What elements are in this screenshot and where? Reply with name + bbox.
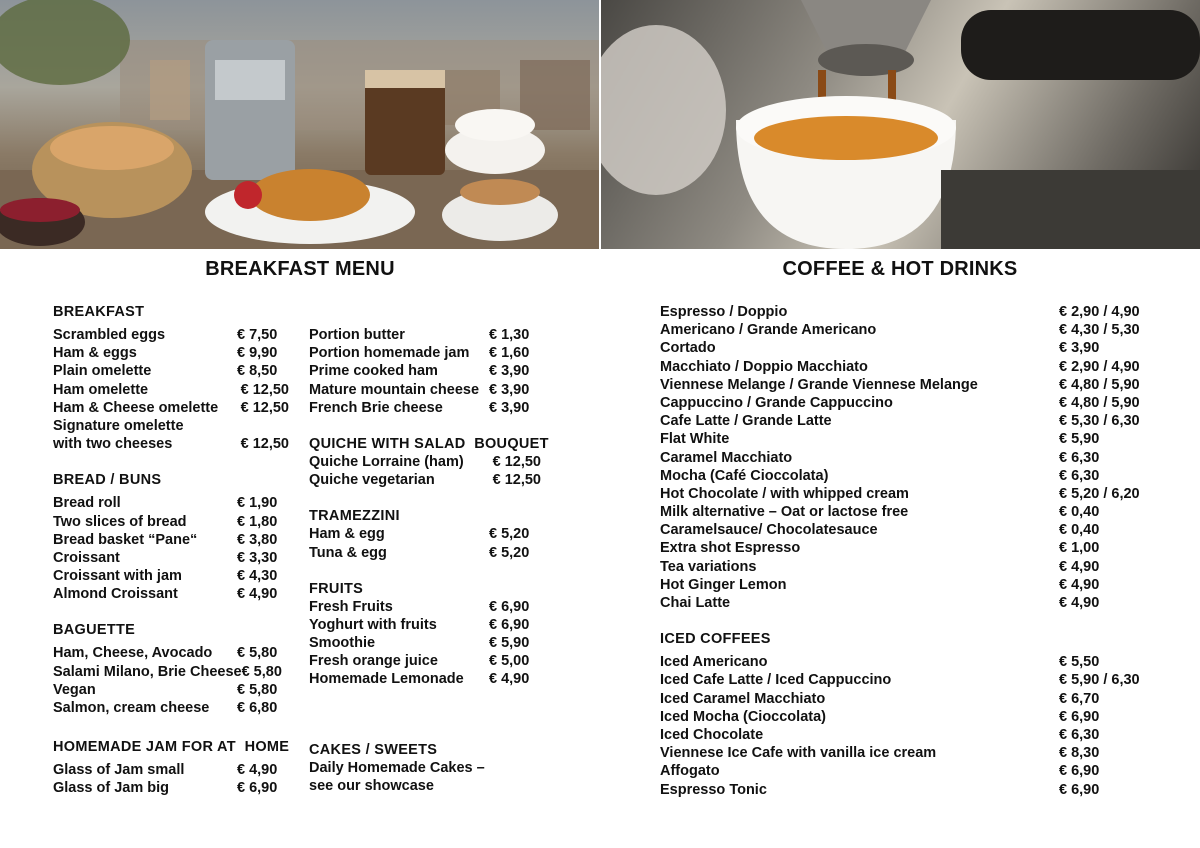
section-heading-iced-coffees: ICED COFFEES xyxy=(660,631,771,648)
item-price: € 4,90 xyxy=(1059,595,1100,611)
menu-item xyxy=(53,513,289,531)
menu-item xyxy=(660,503,1145,521)
section-heading-tramezzini: TRAMEZZINI xyxy=(309,508,400,525)
menu-item xyxy=(53,494,289,512)
item-name: Glass of Jam big xyxy=(53,780,170,797)
menu-item xyxy=(660,412,1145,430)
item-name: Homemade Lemonade xyxy=(309,671,464,688)
item-price: € 2,90 / 4,90 xyxy=(1059,304,1140,320)
item-price: € 5,00 xyxy=(489,653,530,670)
item-name: Hot Chocolate / with whipped cream xyxy=(660,485,909,502)
menu-item xyxy=(660,744,1145,762)
menu-item xyxy=(53,549,289,567)
item-price: € 5,80 xyxy=(241,663,282,680)
item-name: Quiche Lorraine (ham) xyxy=(309,453,464,470)
item-name: Ham & Cheese omelette xyxy=(53,399,219,416)
item-name: Portion butter xyxy=(309,327,405,343)
item-price: € 12,50 xyxy=(240,381,289,398)
menu-item xyxy=(309,652,541,670)
item-price: € 3,90 xyxy=(1059,340,1100,357)
item-price: € 4,90 xyxy=(237,762,278,779)
item-name: Prime cooked ham xyxy=(309,363,438,380)
menu-column-3 xyxy=(660,303,1145,799)
item-price: € 6,30 xyxy=(1059,726,1100,743)
item-name: Iced Chocolate xyxy=(660,726,764,743)
menu-item xyxy=(309,399,541,417)
item-name: Ham & egg xyxy=(309,526,385,543)
item-price: € 8,50 xyxy=(237,363,278,380)
coffee-hot-drinks-title: COFFEE & HOT DRINKS xyxy=(782,258,1018,280)
item-price: € 6,90 xyxy=(1059,708,1100,725)
menu-item xyxy=(53,567,289,585)
item-name: Glass of Jam small xyxy=(53,762,185,779)
menu-item xyxy=(309,670,541,688)
item-name: Fresh orange juice xyxy=(309,653,438,670)
item-price: € 4,90 xyxy=(1059,576,1100,593)
menu-item xyxy=(660,339,1145,357)
section-heading-cakes: CAKES / SWEETS xyxy=(309,741,438,758)
item-name: Espresso Tonic xyxy=(660,781,767,798)
item-price: € 9,90 xyxy=(237,345,278,362)
menu-item xyxy=(660,467,1145,485)
menu-item xyxy=(53,326,289,344)
item-name: Iced Americano xyxy=(660,654,768,671)
menu-item xyxy=(309,326,541,344)
item-name: Salami Milano, Brie Cheese xyxy=(53,663,242,680)
item-name: Iced Mocha (Cioccolata) xyxy=(660,708,826,725)
item-name: Salmon, cream cheese xyxy=(53,700,210,716)
menu-item xyxy=(53,435,289,453)
item-name: Iced Caramel Macchiato xyxy=(660,690,826,707)
breakfast-photo xyxy=(0,0,599,249)
menu-column-1 xyxy=(53,303,289,798)
item-name: Quiche vegetarian xyxy=(309,472,435,489)
menu-item xyxy=(309,381,541,399)
item-name: Mature mountain cheese xyxy=(309,381,480,398)
menu-item xyxy=(53,644,289,662)
item-price: € 4,90 xyxy=(1059,558,1100,575)
menu-item xyxy=(53,531,289,549)
item-name: Tea variations xyxy=(660,558,757,575)
menu-item xyxy=(53,362,289,380)
item-price: € 7,50 xyxy=(237,327,278,343)
menu-item xyxy=(660,376,1145,394)
menu-item xyxy=(660,653,1145,671)
item-name: Mocha (Café Cioccolata) xyxy=(660,467,829,484)
item-name: Extra shot Espresso xyxy=(660,540,801,557)
menu-item xyxy=(660,781,1145,799)
item-name: Espresso / Doppio xyxy=(660,304,788,320)
item-price: € 1,00 xyxy=(1059,540,1100,557)
menu-item xyxy=(53,681,289,699)
item-name: Vegan xyxy=(53,681,96,698)
section-heading-breakfast: BREAKFAST xyxy=(53,304,145,320)
menu-item xyxy=(660,558,1145,576)
item-price: € 5,20 xyxy=(489,526,530,543)
signature-omelette-line1: Signature omelette xyxy=(53,417,184,434)
item-price: € 12,50 xyxy=(492,472,541,489)
breakfast-menu-title: BREAKFAST MENU xyxy=(205,258,395,280)
item-price: € 5,90 xyxy=(1059,431,1100,448)
breakfast-photo-icon xyxy=(0,0,599,249)
menu-item xyxy=(660,358,1145,376)
item-price: € 5,20 / 6,20 xyxy=(1059,485,1140,502)
menu-item xyxy=(53,344,289,362)
item-price: € 2,90 / 4,90 xyxy=(1059,358,1140,375)
menu-item xyxy=(660,690,1145,708)
espresso-photo-icon xyxy=(601,0,1200,249)
item-price: € 0,40 xyxy=(1059,522,1100,539)
item-name: Fresh Fruits xyxy=(309,598,393,615)
menu-item xyxy=(309,525,541,543)
menu-column-2 xyxy=(309,326,549,795)
item-name: Caramel Macchiato xyxy=(660,449,793,466)
item-price: € 8,30 xyxy=(1059,745,1100,762)
menu-item xyxy=(309,598,541,616)
item-name: Iced Cafe Latte / Iced Cappuccino xyxy=(660,672,892,689)
espresso-photo xyxy=(601,0,1200,249)
section-heading-homemade-jam: HOMEMADE JAM FOR AT HOME xyxy=(53,739,290,756)
item-name: Plain omelette xyxy=(53,363,152,380)
menu-item xyxy=(309,453,541,471)
cakes-line2: see our showcase xyxy=(309,777,434,794)
item-name: Americano / Grande Americano xyxy=(660,322,877,339)
item-name: Milk alternative – Oat or lactose free xyxy=(660,504,909,521)
item-price: € 5,80 xyxy=(237,645,278,662)
item-price: € 5,90 / 6,30 xyxy=(1059,672,1140,689)
menu-item xyxy=(53,663,289,681)
item-name: Two slices of bread xyxy=(53,513,187,530)
item-price: € 6,80 xyxy=(237,700,278,716)
item-price: € 12,50 xyxy=(240,399,289,416)
item-price: € 3,90 xyxy=(489,381,530,398)
menu-item xyxy=(660,394,1145,412)
item-name: Affogato xyxy=(660,763,720,780)
menu-item xyxy=(660,430,1145,448)
menu-item xyxy=(309,362,541,380)
menu-item xyxy=(309,634,541,652)
item-name: Cappuccino / Grande Cappuccino xyxy=(660,394,893,411)
item-price: € 4,90 xyxy=(489,671,530,688)
item-price: € 5,90 xyxy=(489,635,530,652)
section-heading-fruits: FRUITS xyxy=(309,580,364,597)
item-name: Caramelsauce/ Chocolatesauce xyxy=(660,522,878,539)
item-name: Scrambled eggs xyxy=(53,327,166,343)
menu-item xyxy=(309,616,541,634)
item-price: € 12,50 xyxy=(492,453,541,470)
item-price: € 6,70 xyxy=(1059,690,1100,707)
item-price: € 6,90 xyxy=(1059,763,1100,780)
item-name: Ham omelette xyxy=(53,381,149,398)
menu-item xyxy=(660,576,1145,594)
section-heading-bread: BREAD / BUNS xyxy=(53,472,162,489)
item-price: € 5,50 xyxy=(1059,654,1100,671)
item-price: € 6,90 xyxy=(237,780,278,797)
item-name: Smoothie xyxy=(309,635,376,652)
item-price: € 5,20 xyxy=(489,544,530,561)
menu-item xyxy=(309,471,541,489)
item-price: € 4,90 xyxy=(237,586,278,603)
item-price: € 12,50 xyxy=(240,436,289,453)
item-name: Viennese Ice Cafe with vanilla ice cream xyxy=(660,745,937,762)
menu-item xyxy=(660,321,1145,339)
signature-omelette-line2: with two cheeses xyxy=(53,436,173,453)
item-price: € 1,90 xyxy=(237,495,278,512)
section-heading-baguette: BAGUETTE xyxy=(53,622,136,639)
item-price: € 3,90 xyxy=(489,399,530,416)
item-price: € 3,80 xyxy=(237,531,278,548)
item-name: Tuna & egg xyxy=(309,544,387,561)
menu-item xyxy=(660,485,1145,503)
menu-item xyxy=(660,594,1145,612)
item-name: Hot Ginger Lemon xyxy=(660,576,787,593)
item-price: € 4,80 / 5,90 xyxy=(1059,394,1140,411)
item-name: Chai Latte xyxy=(660,595,731,611)
menu-item xyxy=(660,521,1145,539)
menu-item xyxy=(660,708,1145,726)
item-name: Ham, Cheese, Avocado xyxy=(53,645,213,662)
menu-item xyxy=(660,762,1145,780)
item-price: € 1,60 xyxy=(489,345,530,362)
item-name: Bread roll xyxy=(53,495,121,512)
menu-item xyxy=(660,726,1145,744)
item-name: Croissant xyxy=(53,549,120,566)
item-name: Flat White xyxy=(660,431,730,448)
item-name: Bread basket “Pane“ xyxy=(53,531,198,548)
item-name: Cafe Latte / Grande Latte xyxy=(660,413,832,430)
item-price: € 3,30 xyxy=(237,549,278,566)
menu-item xyxy=(660,303,1145,321)
item-price: € 6,90 xyxy=(489,616,530,633)
item-name: French Brie cheese xyxy=(309,399,443,416)
item-price: € 4,30 xyxy=(237,568,278,585)
item-price: € 4,80 / 5,90 xyxy=(1059,376,1140,393)
item-name: Portion homemade jam xyxy=(309,345,470,362)
menu-item xyxy=(53,585,289,603)
item-name: Yoghurt with fruits xyxy=(309,616,437,633)
item-price: € 3,90 xyxy=(489,363,530,380)
menu-item xyxy=(53,399,289,417)
section-heading-quiche: QUICHE WITH SALAD BOUQUET xyxy=(309,435,549,452)
item-name: Almond Croissant xyxy=(53,586,178,603)
item-price: € 1,80 xyxy=(237,513,278,530)
menu-item xyxy=(660,449,1145,467)
item-name: Viennese Melange / Grande Viennese Melange xyxy=(660,376,978,393)
item-price: € 6,30 xyxy=(1059,449,1100,466)
menu-item xyxy=(309,544,541,562)
item-price: € 4,30 / 5,30 xyxy=(1059,322,1140,339)
item-price: € 1,30 xyxy=(489,327,530,343)
menu-item xyxy=(660,671,1145,689)
menu-item xyxy=(53,381,289,399)
menu-item xyxy=(309,344,541,362)
menu-item xyxy=(53,779,289,797)
item-name: Croissant with jam xyxy=(53,568,182,585)
item-price: € 6,30 xyxy=(1059,467,1100,484)
item-name: Cortado xyxy=(660,340,716,357)
cakes-line1: Daily Homemade Cakes – xyxy=(309,759,485,776)
item-price: € 6,90 xyxy=(489,598,530,615)
item-price: € 5,80 xyxy=(237,681,278,698)
item-name: Ham & eggs xyxy=(53,345,137,362)
item-name: Macchiato / Doppio Macchiato xyxy=(660,358,868,375)
item-price: € 6,90 xyxy=(1059,781,1100,798)
item-price: € 5,30 / 6,30 xyxy=(1059,413,1140,430)
item-price: € 0,40 xyxy=(1059,504,1100,521)
menu-item xyxy=(53,761,289,779)
menu-item xyxy=(53,699,289,717)
menu-item xyxy=(660,539,1145,557)
